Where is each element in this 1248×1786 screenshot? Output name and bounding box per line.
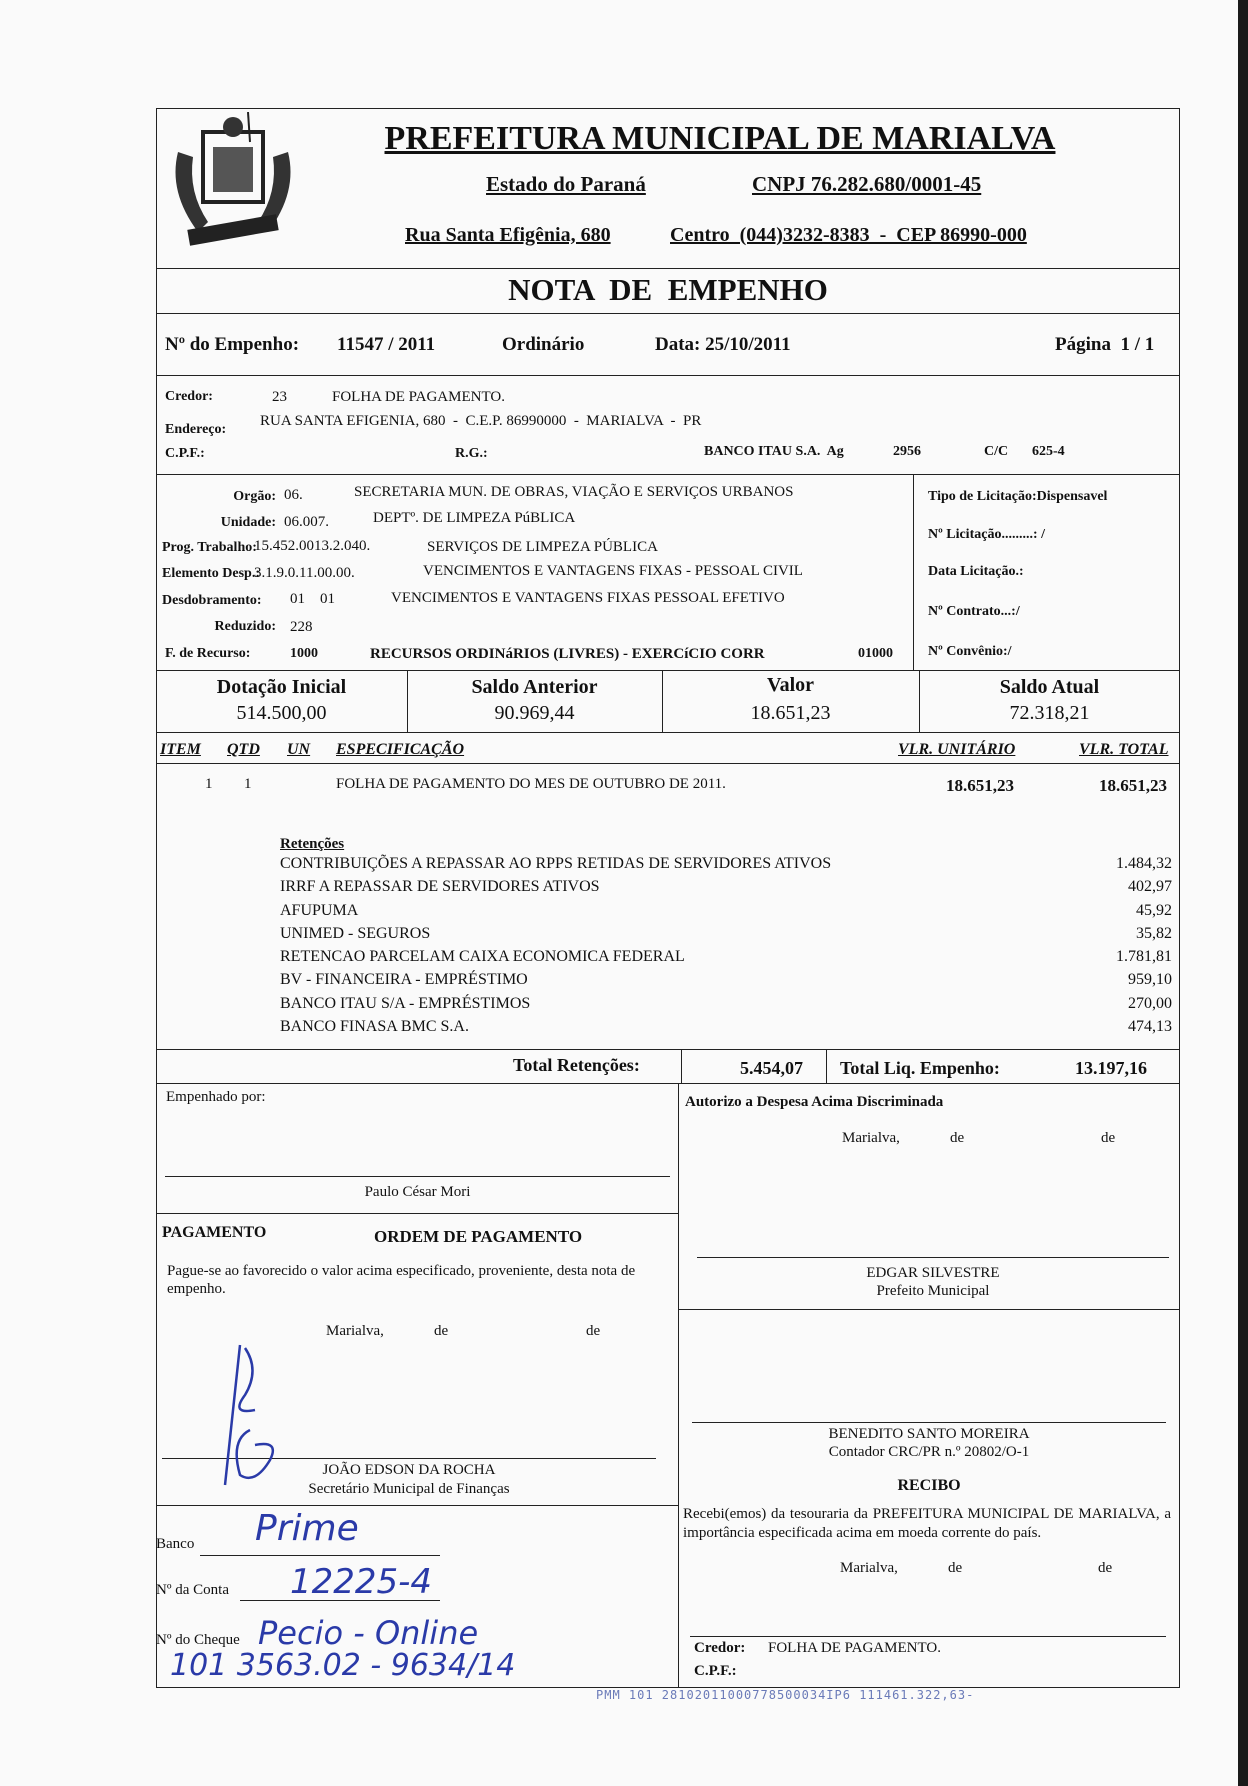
recibo-credor: FOLHA DE PAGAMENTO. <box>768 1640 941 1656</box>
list-item <box>280 948 1172 971</box>
col-qtd: QTD <box>227 741 260 758</box>
reduzido: 228 <box>290 619 313 635</box>
empenho-number: 11547 / 2011 <box>337 334 436 355</box>
de-4: de <box>586 1323 601 1339</box>
divider <box>156 670 1180 671</box>
recibo-credor-label: Credor: <box>694 1640 746 1656</box>
recurso-code: 1000 <box>290 646 318 661</box>
retencao-desc: RETENCAO PARCELAM CAIXA ECONOMICA FEDERAL <box>280 948 685 966</box>
item-unit: 18.651,23 <box>946 776 1014 795</box>
convenio: Nº Convênio:/ <box>928 644 1012 659</box>
contrato: Nº Contrato...:/ <box>928 604 1020 619</box>
de-5: de <box>948 1560 963 1576</box>
empenho-date: Data: 25/10/2011 <box>655 334 791 355</box>
retencao-value: 45,92 <box>1136 901 1172 919</box>
secretary-name: JOÃO EDSON DA ROCHA <box>322 1462 496 1478</box>
recibo-cpf: C.P.F.: <box>694 1663 737 1679</box>
divider <box>156 1049 1180 1050</box>
cnpj: CNPJ 76.282.680/0001-45 <box>752 172 982 196</box>
credor-label: Credor: <box>165 389 213 404</box>
saldo-atual-value: 72.318,21 <box>1009 702 1090 724</box>
bank-agency: 2956 <box>893 444 921 459</box>
retencao-desc: AFUPUMA <box>280 901 359 919</box>
prog: SERVIÇOS DE LIMPEZA PÚBLICA <box>427 539 658 555</box>
desdobramento-label: Desdobramento: <box>162 593 262 608</box>
saldo-anterior-label: Saldo Anterior <box>471 676 598 698</box>
list-item <box>280 902 1172 925</box>
retencao-desc: BV - FINANCEIRA - EMPRÉSTIMO <box>280 971 528 989</box>
retencao-desc: CONTRIBUIÇÕES A REPASSAR AO RPPS RETIDAS DE SERVIDORES ATIVOS <box>280 855 832 872</box>
recurso-extra: 01000 <box>858 646 893 661</box>
total-retencoes: 5.454,07 <box>740 1058 803 1078</box>
handwritten-signature <box>200 1340 290 1490</box>
empenho-number-label: Nº do Empenho: <box>165 334 300 355</box>
retencao-desc: BANCO FINASA BMC S.A. <box>280 1018 469 1036</box>
unidade-label: Unidade: <box>220 515 276 530</box>
pagamento-title: PAGAMENTO <box>162 1224 267 1241</box>
banco-handwriting: Prime <box>255 1508 359 1549</box>
banco-label: Banco <box>156 1536 195 1552</box>
cpf-label: C.P.F.: <box>165 446 205 461</box>
retencoes-title: Retenções <box>280 836 345 852</box>
licitacao-data: Data Licitação.: <box>928 564 1024 579</box>
district-phone-cep: Centro (044)3232-8383 - CEP 86990-000 <box>670 224 1027 246</box>
prog-label: Prog. Trabalho: <box>162 540 257 555</box>
dotacao-value: 514.500,00 <box>236 702 327 724</box>
divider <box>156 268 1180 269</box>
bank-name: BANCO ITAU S.A. Ag <box>704 444 844 459</box>
empenhado-name: Paulo César Mori <box>364 1184 471 1200</box>
signature-line <box>690 1636 1166 1637</box>
accountant-name: BENEDITO SANTO MOREIRA <box>828 1426 1030 1442</box>
orgao-label: Orgão: <box>233 489 276 504</box>
list-item <box>280 1018 1172 1041</box>
orgao: SECRETARIA MUN. DE OBRAS, VIAÇÃO E SERVIÇOS URBANOS <box>354 484 794 500</box>
credor-name: FOLHA DE PAGAMENTO. <box>332 389 505 405</box>
unidade-code: 06.007. <box>284 514 329 530</box>
divider <box>678 1083 679 1688</box>
page-number: Página 1 / 1 <box>1055 334 1155 355</box>
retencao-value: 474,13 <box>1128 1018 1172 1036</box>
retencao-desc: BANCO ITAU S/A - EMPRÉSTIMOS <box>280 994 531 1012</box>
recurso: RECURSOS ORDINáRIOS (LIVRES) - EXERCíCIO CORR <box>370 646 765 662</box>
saldo-atual-label: Saldo Atual <box>999 676 1100 698</box>
de-3: de <box>434 1323 449 1339</box>
document-title: NOTA DE EMPENHO <box>508 272 828 307</box>
divider <box>156 375 1180 376</box>
retencao-value: 270,00 <box>1128 994 1172 1012</box>
valor-label: Valor <box>766 674 815 696</box>
empenho-type: Ordinário <box>502 334 585 355</box>
signature-line <box>692 1422 1166 1423</box>
cheque-handwriting: Pecio - Online <box>258 1614 479 1652</box>
retencao-desc: UNIMED - SEGUROS <box>280 924 431 942</box>
signature-line <box>165 1176 670 1177</box>
item-spec: FOLHA DE PAGAMENTO DO MES DE OUTUBRO DE 2011. <box>336 776 726 792</box>
state-name: Estado do Paraná <box>486 172 646 196</box>
conta-handwriting: 12225-4 <box>290 1562 433 1602</box>
licitacao-num: Nº Licitação.........: / <box>928 527 1045 542</box>
autorizo: Autorizo a Despesa Acima Discriminada <box>685 1094 944 1110</box>
item-total: 18.651,23 <box>1099 776 1167 795</box>
conta-label: Nº da Conta <box>156 1582 229 1598</box>
dotacao-label: Dotação Inicial <box>216 676 347 698</box>
city-date-3: Marialva, <box>840 1560 898 1576</box>
divider <box>156 313 1180 314</box>
list-item <box>280 971 1172 994</box>
divider <box>156 1083 1180 1084</box>
ordem-title: ORDEM DE PAGAMENTO <box>374 1227 583 1246</box>
de-6: de <box>1098 1560 1113 1576</box>
recurso-label: F. de Recurso: <box>165 646 251 661</box>
cc-label: C/C <box>984 444 1009 459</box>
de-1: de <box>950 1130 965 1146</box>
banco-line <box>200 1555 440 1556</box>
valor-value: 18.651,23 <box>750 702 831 724</box>
total-retencoes-label: Total Retenções: <box>513 1055 640 1075</box>
desdobramento-code: 01 01 <box>290 591 335 607</box>
municipality-title: PREFEITURA MUNICIPAL DE MARIALVA <box>384 120 1056 157</box>
divider <box>156 1505 678 1506</box>
cheque-label: Nº do Cheque <box>156 1632 240 1648</box>
bank-account: 625-4 <box>1032 444 1065 459</box>
cheque-handwriting-2: 101 3563.02 - 9634/14 <box>170 1648 516 1683</box>
list-item <box>280 925 1172 948</box>
divider <box>156 732 1180 733</box>
retencao-value: 1.484,32 <box>1116 855 1172 872</box>
divider <box>678 1309 1180 1310</box>
item-number: 1 <box>205 776 213 792</box>
empenhado-label: Empenhado por: <box>166 1089 266 1105</box>
list-item <box>280 855 1172 878</box>
saldo-anterior-value: 90.969,44 <box>494 702 575 724</box>
retencao-desc: IRRF A REPASSAR DE SERVIDORES ATIVOS <box>280 878 600 896</box>
divider <box>681 1049 682 1083</box>
divider <box>156 1213 678 1214</box>
divider <box>156 474 1180 475</box>
city-date-1: Marialva, <box>842 1130 900 1146</box>
divider <box>826 1049 827 1083</box>
address: Rua Santa Efigênia, 680 <box>405 224 611 246</box>
retencao-value: 402,97 <box>1128 878 1172 896</box>
elemento: VENCIMENTOS E VANTAGENS FIXAS - PESSOAL CIVIL <box>423 563 803 579</box>
licitacao-tipo-text: Tipo de Licitação:Dispensavel <box>928 489 1108 504</box>
secretary-title: Secretário Municipal de Finanças <box>308 1481 510 1497</box>
retencao-value: 35,82 <box>1136 924 1172 942</box>
credor-code: 23 <box>272 389 287 405</box>
col-total: VLR. TOTAL <box>1079 741 1169 758</box>
mayor-title: Prefeito Municipal <box>876 1283 990 1299</box>
retencao-value: 1.781,81 <box>1116 948 1172 966</box>
col-item: ITEM <box>160 741 201 758</box>
credor-address: RUA SANTA EFIGENIA, 680 - C.E.P. 86990000 - MARIALVA - PR <box>260 413 702 429</box>
city-date-2: Marialva, <box>326 1323 384 1339</box>
divider <box>156 763 1180 764</box>
list-item <box>280 995 1172 1018</box>
col-spec: ESPECIFICAÇÃO <box>336 741 465 758</box>
signature-line <box>697 1257 1169 1258</box>
recibo-text: Recebi(emos) da tesouraria da PREFEITURA MUNICIPAL DE MARIALVA, a importância especificada acima em moeda corrente do país. <box>683 1506 1171 1541</box>
divider <box>913 474 914 670</box>
col-un: UN <box>287 741 311 758</box>
elemento-code: 3.1.9.0.11.00.00. <box>254 565 355 581</box>
address-label: Endereço: <box>165 422 227 437</box>
col-unit: VLR. UNITÁRIO <box>898 741 1016 758</box>
orgao-code: 06. <box>284 487 303 503</box>
footer-code: PMM 101 28102011000778500034IP6 111461.322,63- <box>596 1688 975 1702</box>
page-edge <box>1238 0 1248 1786</box>
mayor-name: EDGAR SILVESTRE <box>866 1265 1000 1281</box>
rg-label: R.G.: <box>455 446 488 461</box>
total-liquido-label: Total Liq. Empenho: <box>840 1058 1000 1078</box>
unidade: DEPTº. DE LIMPEZA PúBLICA <box>373 510 576 526</box>
list-item <box>280 878 1172 901</box>
accountant-title: Contador CRC/PR n.º 20802/O-1 <box>828 1444 1030 1460</box>
pague-text: Pague-se ao favorecido o valor acima especificado, proveniente, desta nota de empenho. <box>167 1263 636 1297</box>
retencoes-list <box>280 855 1172 1041</box>
coat-of-arms-logo <box>158 112 308 262</box>
licitacao-tipo <box>928 489 1107 505</box>
item-qtd: 1 <box>244 776 252 792</box>
reduzido-label: Reduzido: <box>214 619 276 634</box>
elemento-label: Elemento Desp.: <box>162 566 260 581</box>
de-2: de <box>1101 1130 1116 1146</box>
desdobramento: VENCIMENTOS E VANTAGENS FIXAS PESSOAL EFETIVO <box>391 590 785 606</box>
retencao-value: 959,10 <box>1128 971 1172 989</box>
total-liquido: 13.197,16 <box>1075 1058 1147 1078</box>
recibo-title: RECIBO <box>897 1477 961 1494</box>
prog-code: 15.452.0013.2.040. <box>254 538 371 554</box>
